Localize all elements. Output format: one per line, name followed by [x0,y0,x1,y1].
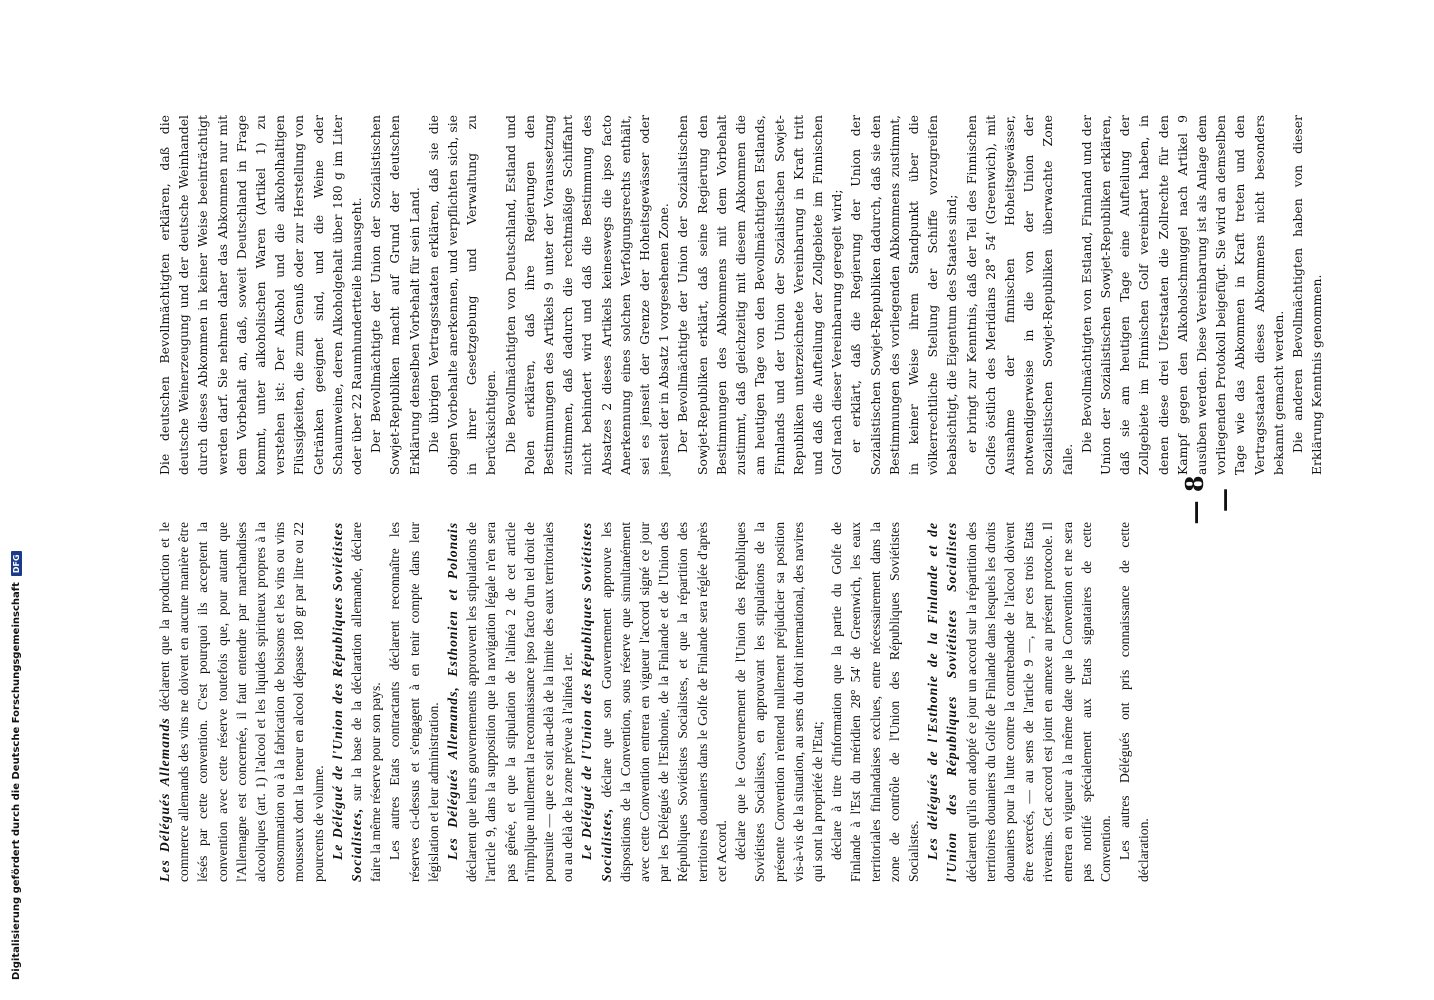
de-paragraph-8: Die Bevollmächtigten von Estland, Finnland und der Union der Sozialistischen Sowjet-Republiken erklären, daß sie am heutigen Tage eine Aufteilung der Zollgebiete im Finnischen Golf vereinbart haben, in denen diese drei Uferstaaten die Zollrechte für den Kampf gegen den Alkoholschmuggel nach Artikel 9 ausüben werden. Diese Vereinbarung ist als Anlage dem vorliegenden Protokoll beigefügt. Sie wird an demselben Tage wie das Abkommen in Kraft treten und den Vertragsstaaten dieses Abkommens nicht besonders bekannt gemacht werden. [1078,115,1286,475]
de-paragraph-5: Der Bevollmächtigte der Union der Sozialistischen Sowjet-Republiken erklärt, daß seine Regierung den Bestimmungen des Abkommens mit dem Vorbehalt zustimmt, daß gleichzeitig mit diesem Abkommen die am heutigen Tage von den Bevollmächtigten Estlands, Finnlands und der Union der Sozialistischen Sowjet-Republiken unterzeichnete Vereinbarung in Kraft tritt und daß die Aufteilung der Zollgebiete im Finnischen Golf nach dieser Vereinbarung geregelt wird; [675,115,845,475]
de-paragraph-1: Die deutschen Bevollmächtigten erklären, daß die deutsche Weinerzeugung und der deutsche Weinhandel durch dieses Abkommen in keiner Weise beeinträchtigt werden darf. Sie nehmen daher das Abkommen nur mit dem Vorbehalt an, daß, soweit Deutschland in Frage kommt, unter alkoholischen Waren (Artikel 1) zu verstehen ist: Der Alkohol und die alkoholhaltigen Flüssigkeiten, die zum Genuß oder zur Herstellung von Getränken geeignet sind, und die Weine oder Schaumweine, deren Alkoholgehalt über 180 g im Liter oder über 22 Raumhundertteile hinausgeht. [157,115,365,475]
credit-strip [0,0,30,1000]
de-paragraph-3: Die übrigen Vertragsstaaten erklären, daß sie die obigen Vorbehalte anerkennen, und verpflichten sich, sie in ihrer Gesetzgebung und Verwaltung zu berücksichtigen. [425,115,499,475]
page-number: — 8 — [1180,475,1238,525]
de-paragraph-7: er bringt zur Kenntnis, daß der Teil des Finnischen Golfes östlich des Meridians 28° 54' (Greenwich), mit Ausnahme der finnischen Hoheitsgewässer, notwendigerweise in die von der Union der Sozialistischen Sowjet-Republiken überwachte Zone falle. [963,115,1075,475]
digitization-credit [6,551,26,980]
fr-paragraph-7: déclare à titre d'information que la partie du Golfe de Finlande à l'Est du méridien 28° 54' de Greenwich, les eaux territoriales finlandaises exclues, entre nécessairement dans la zone de contrôle de l'Union des Républiques Soviétistes Socialistes. [829,522,921,882]
fr-paragraph-8: Les délégués de l'Esthonie de la Finlande et de l'Union des Républiques Soviétistes Socialistes déclarent qu'ils ont adopté ce jour un accord sur la répartition des territoires douaniers du Golfe de Finlande dans lesquels les droits douaniers pour la lutte contre la contrebande de l'alcool doivent être exercés, — au sens de l'article 9 —, par ces trois Etats riverains. Cet accord est joint en annexe au présent protocole. Il entrera en vigueur à la même date que la Convention et ne sera pas notifié spécialement aux Etats signataires de cette Convention. [925,522,1113,882]
fr-paragraph-9: Les autres Délégués ont pris connaissance de cette déclaration. [1117,522,1152,882]
dfg-logo-icon: DFG [11,551,22,576]
fr-paragraph-5: Le Délégué de l'Union des Républiques Soviétistes Socialistes, déclare que son Gouvernement approuve les dispositions de la Convention, sous réserve que simultanément avec cette Convention entrera en vigueur l'accord signé ce jour par les Délégués de l'Esthonie, de la Finlande et de l'Union des Républiques Soviétistes Socialistes, et que la répartition des territoires douaniers dans le Golfe de Finlande sera réglée d'après cet Accord. [579,522,729,882]
fr-paragraph-2: Le Délégué de l'Union des Républiques Soviétistes Socialistes, sur la base de la déclaration allemande, déclare faire la même réserve pour son pays. [329,522,384,882]
de-paragraph-2: Der Bevollmächtigte der Union der Sozialistischen Sowjet-Republiken macht auf Grund der deutschen Erklärung denselben Vorbehalt für sein Land. [368,115,422,475]
de-paragraph-4: Die Bevollmächtigten von Deutschland, Estland und Polen erklären, daß ihre Regierungen den Bestimmungen des Artikels 9 unter der Voraussetzung zustimmen, daß dadurch die rechtmäßige Schiffahrt nicht behindert wird und daß die Bestimmung des Absatzes 2 dieses Artikels keineswegs die ipso facto Anerkennung eines solchen Verfolgungsrechts enthält, sei es jenseit der Grenze der Hoheitsgewässer oder jenseit der in Absatz 1 vorgesehenen Zone. [502,115,672,475]
french-column [155,522,1154,882]
credit-text: Digitalisierung gefördert durch die Deutsche Forschungsgemeinschaft [10,582,22,980]
de-paragraph-6: er erklärt, daß die Regierung der Union der Sozialistischen Sowjet-Republiken dadurch, daß sie den Bestimmungen des vorliegenden Abkommens zustimmt, in keiner Weise ihrem Standpunkt über die völkerrechtliche Stellung der Schiffe vorzugreifen beabsichtigt, die Eigentum des Staates sind; [848,115,960,475]
de-paragraph-9: Die anderen Bevollmächtigten haben von dieser Erklärung Kenntnis genommen. [1289,115,1325,475]
fr-paragraph-1: Les Délégués Allemands déclarent que la production et le commerce allemands des vins ne doivent en aucune manière être lésés par cette convention. C'est pourquoi ils acceptent la convention avec cette réserve toutefois que, pour autant que l'Allemagne est concernée, il faut entendre par marchandises alcooliques (art. 1) l'alcool et les liquides spiritueux propres à la consommation ou à la fabrication de boissons et les vins ou vins mousseux dont la teneur en alcool dépasse 180 gr par litre ou 22 pourcents de volume. [157,521,326,882]
fr-paragraph-6: déclare que le Gouvernement de l'Union des Républiques Soviétistes Socialistes, en approuvant les stipulations de la présente Convention n'entend nullement préjudicier sa position vis-à-vis de la situation, au sens du droit international, des navires qui sont la propriété de l'Etat; [733,522,825,882]
fr-paragraph-4: Les Délégués Allemands, Esthonien et Polonais déclarent que leurs gouvernements approuvent les stipulations de l'article 9, dans la supposition que la navigation légale n'en sera pas gênée, et que la stipulation de l'alinéa 2 de cet article n'implique nullement la reconnaissance ipso facto d'un tel droit de poursuite — que ce soit au-delà de la limite des eaux territoriales ou au delà de la zone prévue à l'alinéa 1er. [445,522,576,882]
german-column [155,115,1326,475]
fr-paragraph-3: Les autres Etats contractants déclarent reconnaître les réserves ci-dessus et s'engagent à en tenir compte dans leur législation et leur administration. [387,522,441,882]
